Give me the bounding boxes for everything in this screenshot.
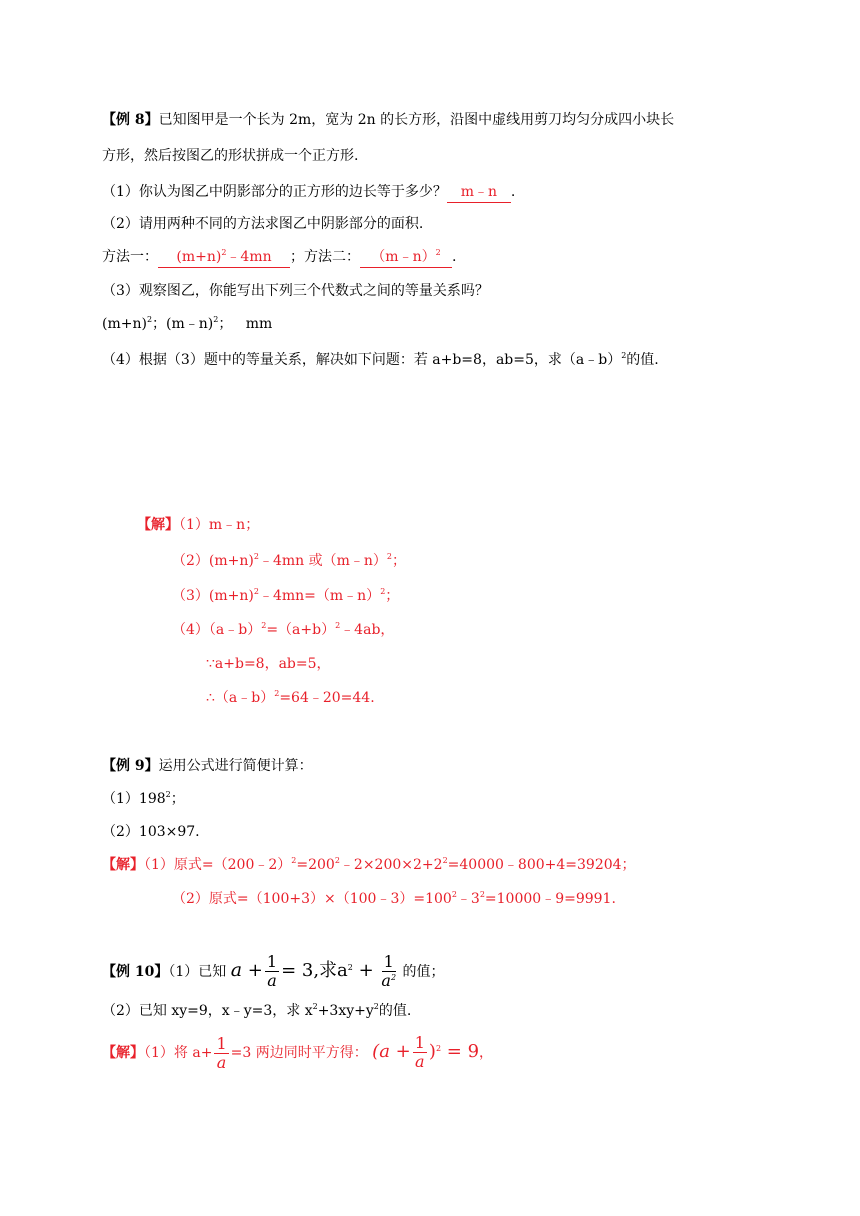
ex10-question-1: 【例 10】（1）已知 a + $\frac{1}{a}$ = 3,求$a^2$ + $\frac{1}{a^2}$ 的值； xyxy=(102,951,445,990)
ex8-expressions: $(m+n)^2$；(m﹣n)$^2$； mm xyxy=(102,315,273,332)
ex9-question-1: $(1)198^2$； xyxy=(102,790,185,807)
ex8-solution-2: $(2)(m+n)^2﹣4mn$ 或（m﹣n）$^2$； xyxy=(172,552,406,569)
ex8-method1-label: 方法一： xyxy=(102,249,158,265)
ex8-solution-4: $(4)(a﹣b)^2=(a+b)^2﹣4ab$， xyxy=(172,621,395,638)
ex8-stem-text2: 方形，然后按图乙的形状拼成一个正方形. xyxy=(102,148,359,164)
ex10-solution-label: 【解】 xyxy=(102,1045,144,1061)
ex8-stem-line1 xyxy=(102,110,674,130)
ex8-stem-line2 xyxy=(102,146,358,166)
ex10-solution-1: 【解】（1）将 a+ $\frac{1}{a}$ =3 两边同时平方得： (a + $\frac{1}{a}$ )$^2$ = 9， xyxy=(102,1032,494,1072)
ex8-q1-period: . xyxy=(510,184,516,200)
ex10-given-formula: a + $\frac{1}{a}$ = 3,求$a^2$ + $\frac{1}{a^2}$ xyxy=(230,951,397,990)
fraction-1-over-a-squared: $\frac{1}{a}$ xyxy=(414,1032,425,1071)
ex9-stem: 【例 9】运用公式进行简便计算： xyxy=(102,758,313,774)
ex8-q1-answer: m﹣n xyxy=(447,182,511,203)
ex8-solution-label: 【解】 xyxy=(137,517,179,533)
ex8-solution-3: $(3)(m+n)^2﹣4mn=(m﹣n)^2$； xyxy=(172,587,400,604)
fraction-1-over-a-solution: $\frac{1}{a}$ xyxy=(216,1033,227,1072)
ex8-label: 【例 8】 xyxy=(102,112,159,128)
ex8-q3-text: （3）观察图乙，你能写出下列三个代数式之间的等量关系吗？ xyxy=(102,283,489,299)
ex8-methods xyxy=(102,247,456,268)
ex8-question-1 xyxy=(102,182,515,203)
ex8-solution-5: ∵a+b=8，ab=5， xyxy=(206,656,331,672)
ex8-question-3 xyxy=(102,281,489,301)
ex8-method2-answer: （m﹣n）$^2$ xyxy=(360,247,452,268)
ex8-methods-period: . xyxy=(452,249,457,265)
ex9-question-2: （2）103×97. xyxy=(102,824,200,840)
ex8-expr-mm: mm xyxy=(245,316,273,332)
ex8-question-2 xyxy=(102,214,423,234)
ex8-solution-6: ∴（a﹣b）$^2$=64﹣20=44. xyxy=(206,689,375,706)
ex8-solution-1: 【解】（1）m﹣n； xyxy=(137,517,260,533)
ex10-question-2: （2）已知 xy=9，x﹣y=3，求 $x^2+3xy+y^2$的值. xyxy=(102,1002,412,1019)
ex9-solution-1: 【解】（1）原式$=(200﹣2)^2=200^2﹣2\times 200\times 2+2^2=40000﹣800+4=39204$； xyxy=(102,856,636,873)
ex9-label: 【例 9】 xyxy=(102,758,159,774)
ex8-q2-text: （2）请用两种不同的方法求图乙中阴影部分的面积. xyxy=(102,216,424,232)
ex8-method2-label: ；方法二： xyxy=(290,249,360,265)
ex8-q1-text: （1）你认为图乙中阴影部分的正方形的边长等于多少？ xyxy=(102,184,447,200)
ex10-squared-expression: (a + $\frac{1}{a}$ )$^2$ = 9 xyxy=(372,1032,480,1071)
fraction-1-over-a: $\frac{1}{a}$ xyxy=(266,951,278,990)
ex9-solution-2: （2）原式$=(100+3)\times(100﹣3)=100^2﹣3^2=10000﹣9=9991$. xyxy=(172,890,616,907)
fraction-1-over-a2: $\frac{1}{a^2}$ xyxy=(381,951,397,990)
ex10-label: 【例 10】 xyxy=(102,964,169,980)
ex8-question-4: （4）根据（3）题中的等量关系，解决如下问题：若 a+b=8，ab=5，求（a﹣b）$^2$的值. xyxy=(102,351,659,368)
ex8-method1-answer: $(m+n)^2﹣4mn$ xyxy=(158,247,290,268)
ex8-stem-text1: 已知图甲是一个长为 2m，宽为 2n 的长方形，沿图中虚线用剪刀均匀分成四小块长 xyxy=(158,112,675,128)
ex9-solution-label: 【解】 xyxy=(102,857,144,873)
